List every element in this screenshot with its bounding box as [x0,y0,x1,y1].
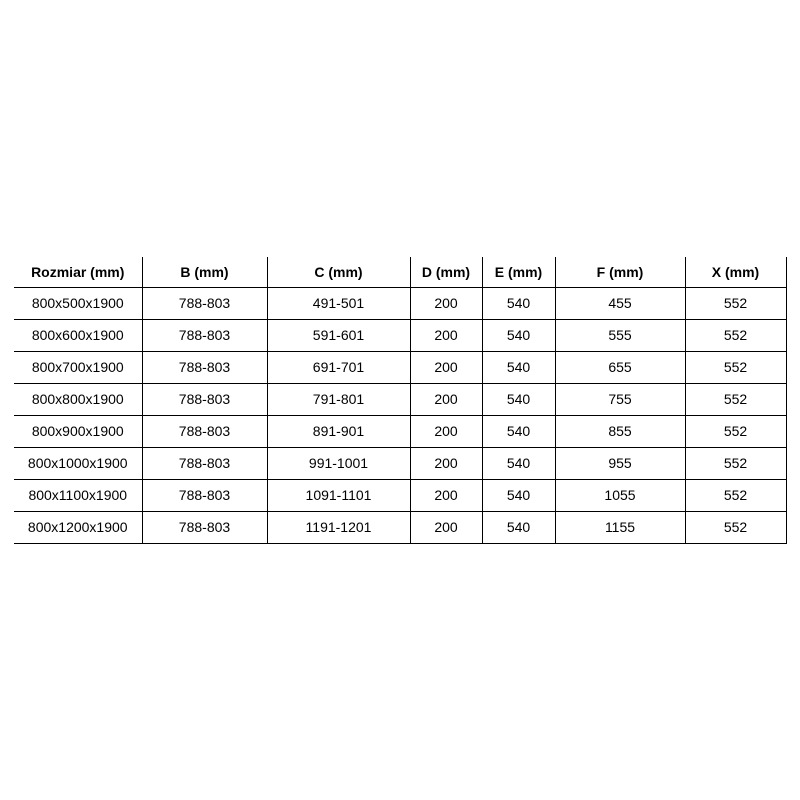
table-cell: 1055 [555,479,685,511]
table-cell: 540 [482,415,555,447]
table-cell: 1155 [555,511,685,543]
table-cell: 540 [482,383,555,415]
table-cell: 800x1100x1900 [14,479,142,511]
column-header-f: F (mm) [555,257,685,287]
table-cell: 491-501 [267,287,410,319]
table-cell: 788-803 [142,351,267,383]
column-header-e: E (mm) [482,257,555,287]
table-cell: 552 [685,447,786,479]
column-header-b: B (mm) [142,257,267,287]
table-cell: 200 [410,351,482,383]
table-cell: 540 [482,447,555,479]
table-cell: 800x500x1900 [14,287,142,319]
column-header-x: X (mm) [685,257,786,287]
column-header-rozmiar: Rozmiar (mm) [14,257,142,287]
table-cell: 755 [555,383,685,415]
table-cell: 891-901 [267,415,410,447]
table-row [14,511,786,543]
table-cell: 800x600x1900 [14,319,142,351]
table-cell: 655 [555,351,685,383]
table-cell: 552 [685,415,786,447]
table-cell: 540 [482,479,555,511]
table-cell: 540 [482,287,555,319]
table-cell: 788-803 [142,319,267,351]
table-cell: 552 [685,287,786,319]
table-cell: 552 [685,351,786,383]
table-cell: 800x900x1900 [14,415,142,447]
table-cell: 788-803 [142,383,267,415]
table-cell: 591-601 [267,319,410,351]
table-cell: 800x1000x1900 [14,447,142,479]
table-cell: 200 [410,415,482,447]
table-cell: 955 [555,447,685,479]
table-cell: 200 [410,383,482,415]
table-cell: 1191-1201 [267,511,410,543]
table-cell: 200 [410,319,482,351]
table-row [14,319,786,351]
table-cell: 552 [685,383,786,415]
column-header-c: C (mm) [267,257,410,287]
table-cell: 552 [685,511,786,543]
table-cell: 200 [410,479,482,511]
table-cell: 800x700x1900 [14,351,142,383]
size-spec-table [14,257,787,544]
table-cell: 800x800x1900 [14,383,142,415]
table-cell: 855 [555,415,685,447]
table-cell: 540 [482,351,555,383]
table-cell: 1091-1101 [267,479,410,511]
table-cell: 691-701 [267,351,410,383]
table-header-row [14,257,786,287]
table-row [14,447,786,479]
table-cell: 552 [685,319,786,351]
column-header-d: D (mm) [410,257,482,287]
table-cell: 788-803 [142,511,267,543]
size-spec-table-container [14,257,786,544]
table-cell: 552 [685,479,786,511]
table-cell: 991-1001 [267,447,410,479]
table-cell: 788-803 [142,479,267,511]
table-cell: 200 [410,447,482,479]
table-cell: 200 [410,511,482,543]
table-cell: 788-803 [142,447,267,479]
table-cell: 200 [410,287,482,319]
table-cell: 540 [482,511,555,543]
table-cell: 791-801 [267,383,410,415]
table-cell: 455 [555,287,685,319]
table-row [14,383,786,415]
table-row [14,415,786,447]
table-row [14,479,786,511]
table-cell: 540 [482,319,555,351]
table-cell: 555 [555,319,685,351]
table-cell: 788-803 [142,287,267,319]
table-cell: 788-803 [142,415,267,447]
table-row [14,287,786,319]
table-row [14,351,786,383]
table-cell: 800x1200x1900 [14,511,142,543]
